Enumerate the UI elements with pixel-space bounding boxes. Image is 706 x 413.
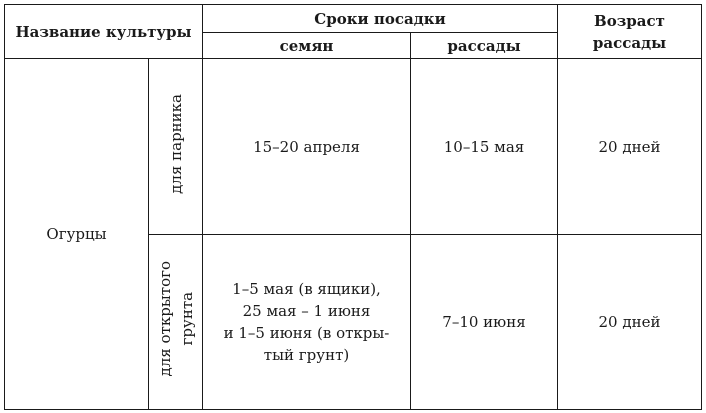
crop-name-cell: Огурцы: [5, 59, 149, 410]
header-seedling-age-line-2: рассады: [592, 33, 667, 52]
header-planting-dates: Сроки посадки: [203, 5, 558, 33]
table-row: [5, 59, 702, 235]
header-row-1: [5, 5, 702, 33]
seedlings-date-cell: 7–10 июня: [411, 235, 558, 410]
header-seedling-age-line-1: Возраст: [594, 11, 665, 30]
seeds-date-cell: [203, 59, 411, 235]
seeds-date-line: 15–20 апреля: [253, 137, 360, 156]
planting-table: [4, 4, 702, 410]
variant-label-line-1: для открытого: [155, 261, 174, 377]
seeds-date-line: 1–5 мая (в ящики),: [232, 280, 381, 298]
header-seedling-age: [558, 5, 702, 59]
seedlings-date-cell: 10–15 мая: [411, 59, 558, 235]
seedling-age-cell: 20 дней: [558, 59, 702, 235]
seeds-date-line: 25 мая – 1 июня: [242, 302, 371, 320]
seeds-date-line: и 1–5 июня (в откры-: [223, 324, 390, 342]
variant-label-greenhouse: для парника: [166, 93, 185, 194]
header-seedlings: рассады: [411, 33, 558, 59]
header-seeds: семян: [203, 33, 411, 59]
variant-label-line-2: грунта: [177, 292, 196, 346]
variant-label-cell: [149, 235, 203, 410]
variant-label-open-ground: [154, 261, 198, 376]
seedling-age-cell: 20 дней: [558, 235, 702, 410]
seeds-date-cell: [203, 235, 411, 410]
variant-label-cell: [149, 59, 203, 235]
seeds-date-line: тый грунт): [263, 346, 350, 364]
header-crop-name: Название культуры: [5, 5, 203, 59]
